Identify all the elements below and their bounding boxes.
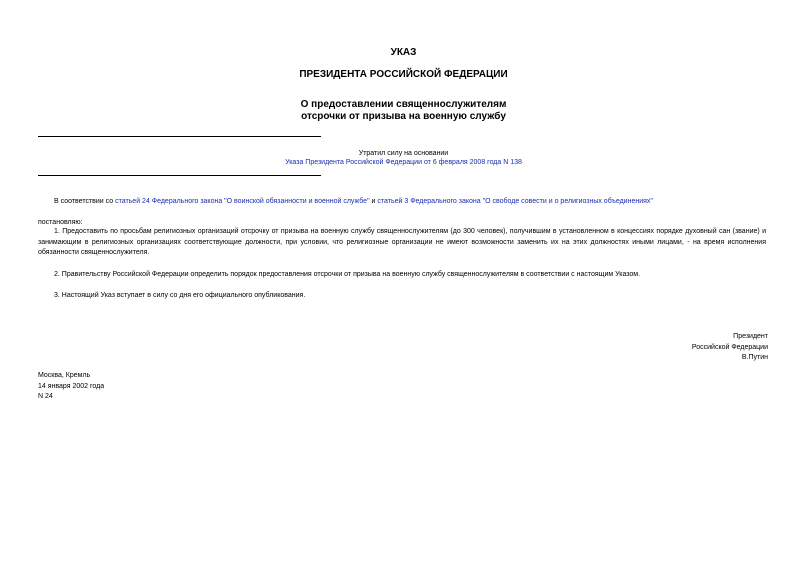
decree-number: N 24 bbox=[38, 393, 53, 400]
decree-word: постановляю: bbox=[38, 219, 83, 226]
signature-name: В.Путин bbox=[741, 354, 768, 361]
document-subject-line2: отсрочки от призыва на военную службу bbox=[301, 111, 506, 122]
divider-top bbox=[38, 136, 321, 137]
preamble-prefix: В соответствии со bbox=[54, 198, 116, 205]
status-link-wrap bbox=[0, 158, 807, 167]
signing-place: Москва, Кремль bbox=[38, 372, 91, 379]
document-issuer: ПРЕЗИДЕНТА РОССИЙСКОЙ ФЕДЕРАЦИИ bbox=[299, 69, 508, 80]
repeal-decree-link[interactable]: Указа Президента Российской Федерации от 6 февраля 2008 года N 138 bbox=[285, 159, 522, 166]
law-link-conscience[interactable]: статьей 3 Федерального закона "О свободе совести и о религиозных объединениях" bbox=[377, 198, 653, 205]
decree-item-2: 2. Правительству Российской Федерации определить порядок предоставления отсрочки от призыва на военную службу священнослужителям в соответствии с настоящим Указом. bbox=[54, 271, 641, 278]
document-title: УКАЗ bbox=[390, 47, 417, 58]
preamble-middle: и bbox=[369, 198, 378, 205]
signature-block bbox=[500, 332, 768, 364]
place-date-block bbox=[38, 371, 104, 403]
law-link-military[interactable]: статьей 24 Федерального закона "О воинской обязанности и военной службе" bbox=[115, 198, 370, 205]
signature-country: Российской Федерации bbox=[691, 343, 768, 351]
signature-title: Президент bbox=[733, 333, 768, 340]
decree-item-1: 1. Предоставить по просьбам религиозных организаций отсрочку от призыва на военную службу священнослужителям (до 300 человек), получившим в установленном в концессиях порядке духовный сан (звание) и занимающим в религиозных организациях соответствующие должности, при условии, что религиозные организации не имеют возможности заменить их на этих должностях иными лицами, - на время исполнения обязанности священнослужителя. bbox=[38, 228, 766, 256]
divider-bottom bbox=[38, 175, 321, 176]
document-subject-line1: О предоставлении священнослужителям bbox=[300, 99, 507, 110]
preamble bbox=[54, 197, 653, 206]
signing-date: 14 января 2002 года bbox=[38, 382, 105, 390]
decree-item-3: 3. Настоящий Указ вступает в силу со дня его официального опубликования. bbox=[54, 292, 306, 299]
status-note: Утратил силу на основании bbox=[358, 150, 449, 157]
